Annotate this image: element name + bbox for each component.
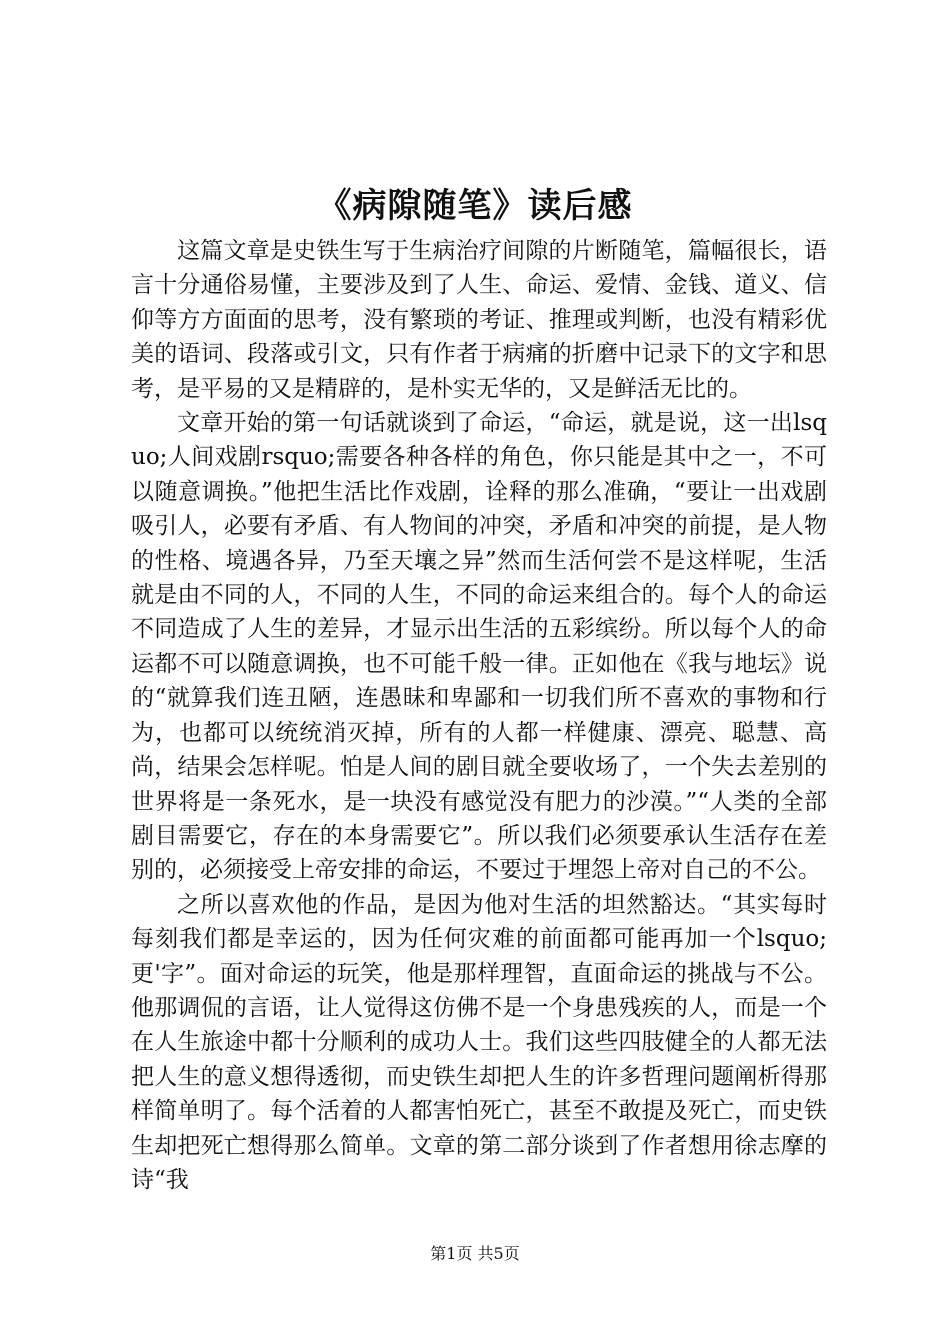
document-body	[131, 234, 827, 1197]
page-footer: 第1页 共5页	[430, 1244, 520, 1263]
paragraph-2: 文章开始的第一句话就谈到了命运，“命运，就是说，这一出lsquo;人间戏剧rsquo;需要各种各样的角色，你只能是其中之一，不可以随意调换。”他把生活比作戏剧，诠释的那么准确，“要让一出戏剧吸引人，必要有矛盾、有人物间的冲突，矛盾和冲突的前提，是人物的性格、境遇各异，乃至天壤之异”然而生活何尝不是这样呢，生活就是由不同的人，不同的人生，不同的命运来组合的。每个人的命运不同造成了人生的差异，才显示出生活的五彩缤纷。所以每个人的命运都不可以随意调换，也不可能千般一律。正如他在《我与地坛》说的“就算我们连丑陋，连愚昧和卑鄙和一切我们所不喜欢的事物和行为，也都可以统统消灭掉，所有的人都一样健康、漂亮、聪慧、高尚，结果会怎样呢。怕是人间的剧目就全要收场了，一个失去差别的世界将是一条死水，是一块没有感觉没有肥力的沙漠。”“人类的全部剧目需要它，存在的本身需要它”。所以我们必须要承认生活存在差别的，必须接受上帝安排的命运，不要过于埋怨上帝对自己的不公。	[131, 410, 827, 884]
paragraph-1: 这篇文章是史铁生写于生病治疗间隙的片断随笔，篇幅很长，语言十分通俗易懂，主要涉及到了人生、命运、爱情、金钱、道义、信仰等方方面面的思考，没有繁琐的考证、推理或判断，也没有精彩优美的语词、段落或引文，只有作者于病痛的折磨中记录下的文字和思考，是平易的又是精辟的，是朴实无华的，又是鲜活无比的。	[131, 238, 827, 402]
document-title: 《病隙随笔》读后感	[317, 186, 633, 226]
paragraph-3: 之所以喜欢他的作品，是因为他对生活的坦然豁达。“其实每时每刻我们都是幸运的，因为任何灾难的前面都可能再加一个lsquo;更'字”。面对命运的玩笑，他是那样理智，直面命运的挑战与不公。他那调侃的言语，让人觉得这仿佛不是一个身患残疾的人，而是一个在人生旅途中都十分顺利的成功人士。我们这些四肢健全的人都无法把人生的意义想得透彻，而史铁生却把人生的许多哲理问题阐析得那样简单明了。每个活着的人都害怕死亡，甚至不敢提及死亡，而史铁生却把死亡想得那么简单。文章的第二部分谈到了作者想用徐志摩的诗“我	[131, 891, 827, 1193]
